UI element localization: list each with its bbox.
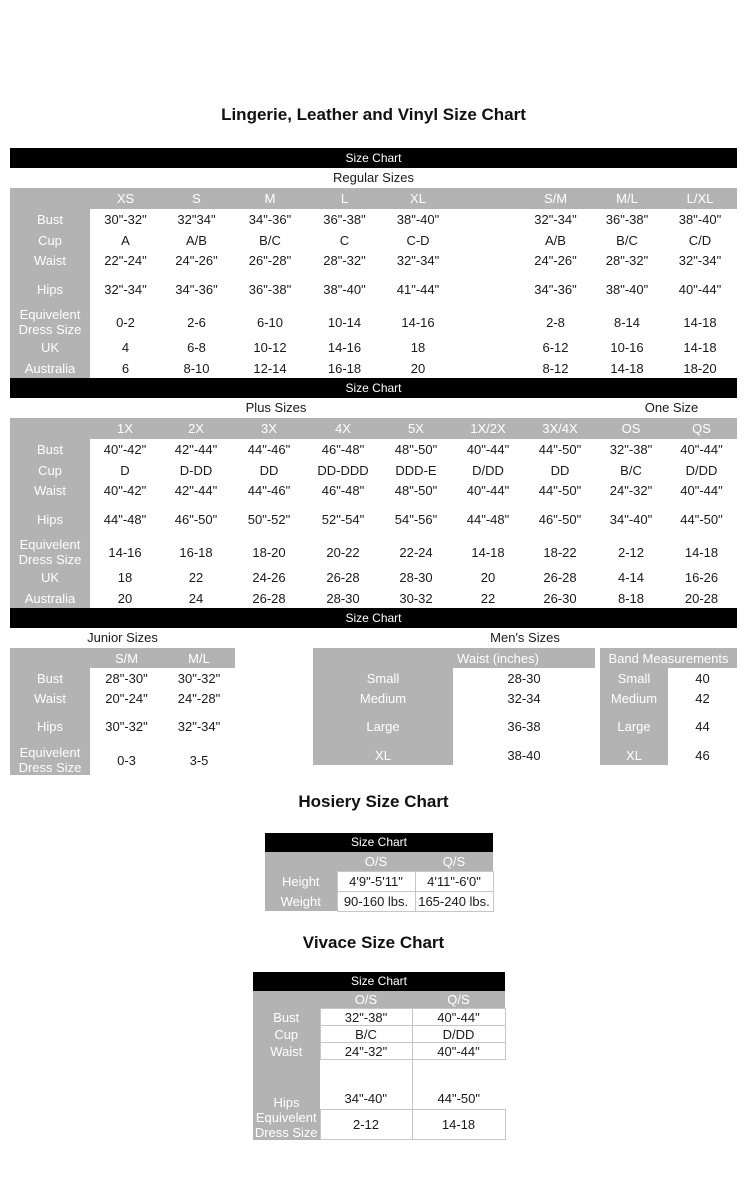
- size-cell: 20-22: [306, 537, 380, 567]
- size-cell: 38"-40": [663, 209, 737, 230]
- size-cell: 26-28: [306, 567, 380, 588]
- table-row: [10, 250, 737, 271]
- size-cell: 28-30: [380, 567, 452, 588]
- table-row: [313, 688, 595, 708]
- size-chart-bar: Size Chart: [10, 608, 737, 628]
- column-header: L/XL: [663, 188, 737, 209]
- column-header: M/L: [163, 648, 235, 668]
- size-cell: 3-5: [163, 745, 235, 775]
- spacer-cell: [455, 250, 520, 271]
- table-row: [10, 358, 737, 378]
- table-row: [253, 1026, 505, 1043]
- table-row: [313, 708, 595, 745]
- size-cell: 16-18: [160, 537, 232, 567]
- size-cell: D: [90, 460, 160, 480]
- size-cell: 18-20: [663, 358, 737, 378]
- column-header: S: [161, 188, 232, 209]
- size-cell: 30-32: [380, 588, 452, 608]
- vivace-section: [253, 972, 505, 1141]
- size-cell: 4'9"-5'11": [337, 871, 415, 891]
- row-label: Australia: [10, 358, 90, 378]
- column-header: 3X: [232, 418, 306, 439]
- size-cell: D/DD: [452, 460, 524, 480]
- size-cell: 6-10: [232, 307, 308, 337]
- size-cell: 46: [668, 745, 737, 765]
- size-cell: 38"-40": [381, 209, 455, 230]
- size-cell: 14-18: [663, 307, 737, 337]
- row-label: Cup: [10, 230, 90, 250]
- column-header-row: [10, 188, 737, 209]
- mens-band-table: [600, 648, 737, 765]
- table-row: [10, 688, 235, 708]
- size-cell: 32"-34": [163, 708, 235, 745]
- size-cell: 40"-44": [452, 480, 524, 501]
- size-cell: 32"-34": [381, 250, 455, 271]
- size-cell: 34"-40": [596, 501, 666, 537]
- row-label: UK: [10, 337, 90, 358]
- column-header: M: [232, 188, 308, 209]
- row-label: Small: [313, 668, 453, 688]
- row-label: Equivelent Dress Size: [10, 537, 90, 567]
- size-cell: 6: [90, 358, 161, 378]
- size-cell: 42"-44": [160, 480, 232, 501]
- size-cell: 26-28: [232, 588, 306, 608]
- size-cell: 20: [90, 588, 160, 608]
- size-cell: 50"-52": [232, 501, 306, 537]
- table-row: [10, 588, 737, 608]
- size-cell: 28-30: [453, 668, 595, 688]
- size-cell: 26-30: [524, 588, 596, 608]
- mens-waist-table: [313, 648, 595, 765]
- size-cell: 32"-34": [520, 209, 591, 230]
- size-cell: 32"34": [161, 209, 232, 230]
- size-cell: 44"-46": [232, 439, 306, 460]
- spacer-cell: [455, 209, 520, 230]
- size-cell: 22: [452, 588, 524, 608]
- column-header: Q/S: [415, 852, 493, 871]
- size-cell: 14-18: [663, 337, 737, 358]
- size-cell: 2-12: [596, 537, 666, 567]
- size-cell: 20: [381, 358, 455, 378]
- size-cell: 44: [668, 708, 737, 745]
- size-cell: C/D: [663, 230, 737, 250]
- row-label: Height: [265, 871, 337, 891]
- size-cell: 36-38: [453, 708, 595, 745]
- size-cell: 40"-44": [452, 439, 524, 460]
- size-cell: 30"-32": [163, 668, 235, 688]
- corner-cell: [265, 852, 337, 871]
- column-header: XS: [90, 188, 161, 209]
- size-cell: 38-40: [453, 745, 595, 765]
- mens-band-header: Band Measurements: [600, 648, 737, 668]
- row-label: Hips: [10, 501, 90, 537]
- size-cell: 24-26: [232, 567, 306, 588]
- size-cell: 2-12: [320, 1110, 412, 1140]
- row-label: Hips: [10, 708, 90, 745]
- size-cell: 52"-54": [306, 501, 380, 537]
- table-row: [265, 871, 493, 891]
- size-cell: 40"-44": [663, 271, 737, 307]
- column-header: 1X: [90, 418, 160, 439]
- size-cell: 14-18: [452, 537, 524, 567]
- row-label: Australia: [10, 588, 90, 608]
- table-row: [10, 668, 235, 688]
- size-cell: 18-22: [524, 537, 596, 567]
- size-cell: C: [308, 230, 381, 250]
- table-row: [10, 460, 737, 480]
- column-header: OS: [596, 418, 666, 439]
- row-label: Bust: [10, 668, 90, 688]
- row-label: Small: [600, 668, 668, 688]
- size-cell: DD-DDD: [306, 460, 380, 480]
- row-label: XL: [313, 745, 453, 765]
- size-cell: 0-3: [90, 745, 163, 775]
- row-label: Waist: [10, 480, 90, 501]
- size-cell: 40"-44": [666, 480, 737, 501]
- row-label: Large: [600, 708, 668, 745]
- size-cell: 26-28: [524, 567, 596, 588]
- size-cell: 14-16: [308, 337, 381, 358]
- size-cell: 32"-34": [90, 271, 161, 307]
- row-label: Waist: [10, 688, 90, 708]
- junior-mens-row: [10, 648, 737, 775]
- size-cell: 40"-44": [412, 1043, 505, 1060]
- corner-cell: [10, 188, 90, 209]
- table-row: [10, 480, 737, 501]
- size-cell: A/B: [161, 230, 232, 250]
- size-cell: 24"-32": [596, 480, 666, 501]
- size-cell: 44"-46": [232, 480, 306, 501]
- section-label-mens: Men's Sizes: [490, 630, 560, 645]
- section-label-plus: Plus Sizes: [245, 400, 307, 415]
- table-row: [10, 230, 737, 250]
- size-cell: 36"-38": [308, 209, 381, 230]
- size-cell: 28"-30": [90, 668, 163, 688]
- size-cell: 24"-26": [161, 250, 232, 271]
- size-cell: 32"-38": [320, 1009, 412, 1026]
- size-cell: 10-12: [232, 337, 308, 358]
- column-header-row: [600, 648, 737, 668]
- size-cell: 8-14: [591, 307, 663, 337]
- size-chart-bar: Size Chart: [265, 833, 493, 852]
- size-cell: 38"-40": [308, 271, 381, 307]
- size-cell: 14-16: [381, 307, 455, 337]
- table-row: [313, 668, 595, 688]
- size-cell: 90-160 lbs.: [337, 891, 415, 911]
- size-cell: B/C: [596, 460, 666, 480]
- size-cell: DDD-E: [380, 460, 452, 480]
- size-chart-bar: Size Chart: [10, 378, 737, 398]
- size-cell: 24"-28": [163, 688, 235, 708]
- page-root: [10, 0, 737, 1140]
- size-cell: 4-14: [596, 567, 666, 588]
- size-cell: 16-18: [308, 358, 381, 378]
- table-row: [253, 1009, 505, 1026]
- row-label: Cup: [253, 1026, 320, 1043]
- vivace-title: Vivace Size Chart: [302, 932, 445, 952]
- size-cell: 4'11"-6'0": [415, 871, 493, 891]
- size-cell: 44"-50": [412, 1060, 505, 1110]
- size-cell: 30"-32": [90, 209, 161, 230]
- table-row: [10, 439, 737, 460]
- size-cell: 10-14: [308, 307, 381, 337]
- spacer-cell: [455, 307, 520, 337]
- size-cell: 22-24: [380, 537, 452, 567]
- size-cell: 34"-36": [232, 209, 308, 230]
- size-cell: 16-26: [666, 567, 737, 588]
- row-label: Bust: [10, 209, 90, 230]
- size-cell: 24: [160, 588, 232, 608]
- size-cell: DD: [232, 460, 306, 480]
- column-header-row: [253, 991, 505, 1009]
- size-chart-bar: Size Chart: [10, 148, 737, 168]
- column-header: 4X: [306, 418, 380, 439]
- column-header: 2X: [160, 418, 232, 439]
- table-row: [10, 745, 235, 775]
- table-row: [313, 745, 595, 765]
- size-cell: B/C: [232, 230, 308, 250]
- column-header: XL: [381, 188, 455, 209]
- size-cell: 2-8: [520, 307, 591, 337]
- size-cell: 40: [668, 668, 737, 688]
- size-cell: D/DD: [412, 1026, 505, 1043]
- size-cell: 4: [90, 337, 161, 358]
- size-cell: 28-30: [306, 588, 380, 608]
- size-cell: 8-12: [520, 358, 591, 378]
- row-label: Bust: [10, 439, 90, 460]
- table-row: [253, 1110, 505, 1140]
- row-label: Waist: [253, 1043, 320, 1060]
- size-cell: 44"-48": [90, 501, 160, 537]
- size-cell: 28"-32": [308, 250, 381, 271]
- size-cell: 40"-44": [666, 439, 737, 460]
- size-chart-bar: Size Chart: [253, 972, 505, 991]
- table-row: [600, 668, 737, 688]
- size-cell: 44"-48": [452, 501, 524, 537]
- size-cell: 54"-56": [380, 501, 452, 537]
- column-header-row: [10, 418, 737, 439]
- size-cell: 18: [90, 567, 160, 588]
- column-header: 5X: [380, 418, 452, 439]
- column-header: L: [308, 188, 381, 209]
- column-header-row: [265, 852, 493, 871]
- size-cell: 14-18: [666, 537, 737, 567]
- column-header: S/M: [520, 188, 591, 209]
- table-row: [10, 337, 737, 358]
- row-label: Hips: [10, 271, 90, 307]
- column-header-row: [10, 648, 235, 668]
- table-row: [10, 567, 737, 588]
- hosiery-title: Hosiery Size Chart: [298, 792, 449, 811]
- size-cell: 42: [668, 688, 737, 708]
- column-header-row: [313, 648, 595, 668]
- column-header: O/S: [320, 991, 412, 1009]
- size-cell: 48"-50": [380, 439, 452, 460]
- size-cell: 0-2: [90, 307, 161, 337]
- row-label: Equivelent Dress Size: [10, 745, 90, 775]
- size-cell: B/C: [320, 1026, 412, 1043]
- column-header: Q/S: [412, 991, 505, 1009]
- size-cell: 24"-32": [320, 1043, 412, 1060]
- corner-cell: [253, 991, 320, 1009]
- size-cell: 32"-38": [596, 439, 666, 460]
- size-cell: 14-16: [90, 537, 160, 567]
- table-row: [10, 537, 737, 567]
- size-cell: 40"-42": [90, 480, 160, 501]
- column-header: S/M: [90, 648, 163, 668]
- table-row: [10, 307, 737, 337]
- size-cell: C-D: [381, 230, 455, 250]
- spacer-cell: [455, 271, 520, 307]
- size-cell: 18: [381, 337, 455, 358]
- size-cell: 22"-24": [90, 250, 161, 271]
- size-cell: 36"-38": [232, 271, 308, 307]
- corner-cell: [10, 648, 90, 668]
- size-cell: 42"-44": [160, 439, 232, 460]
- regular-sizes-table: [10, 188, 737, 378]
- spacer-column-header: [455, 188, 520, 209]
- size-cell: 32-34: [453, 688, 595, 708]
- table-row: [10, 271, 737, 307]
- row-label: Equivelent Dress Size: [10, 307, 90, 337]
- size-cell: 10-16: [591, 337, 663, 358]
- size-cell: 24"-26": [520, 250, 591, 271]
- table-row: [10, 708, 235, 745]
- section-label-one-size: One Size: [644, 400, 699, 415]
- column-header: M/L: [591, 188, 663, 209]
- section-label-regular: Regular Sizes: [333, 170, 414, 185]
- column-header: O/S: [337, 852, 415, 871]
- plus-sizes-table: [10, 418, 737, 608]
- size-cell: A: [90, 230, 161, 250]
- size-cell: 20-28: [666, 588, 737, 608]
- column-header: 3X/4X: [524, 418, 596, 439]
- table-row: [600, 708, 737, 745]
- size-cell: 46"-50": [524, 501, 596, 537]
- size-cell: A/B: [520, 230, 591, 250]
- table-row: [600, 745, 737, 765]
- size-cell: 32"-34": [663, 250, 737, 271]
- row-label: Medium: [313, 688, 453, 708]
- spacer-cell: [455, 358, 520, 378]
- mens-waist-header: Waist (inches): [313, 648, 595, 668]
- size-cell: 8-18: [596, 588, 666, 608]
- size-cell: 44"-50": [524, 480, 596, 501]
- size-cell: 40"-42": [90, 439, 160, 460]
- row-label: Hips: [253, 1060, 320, 1110]
- spacer-cell: [455, 230, 520, 250]
- row-label: Equivelent Dress Size: [253, 1110, 320, 1140]
- size-cell: 12-14: [232, 358, 308, 378]
- size-cell: 6-12: [520, 337, 591, 358]
- table-row: [600, 688, 737, 708]
- size-cell: 26"-28": [232, 250, 308, 271]
- section-label-row: [10, 628, 737, 648]
- main-title: Lingerie, Leather and Vinyl Size Chart: [221, 105, 526, 124]
- size-cell: 46"-50": [160, 501, 232, 537]
- row-label: Weight: [265, 891, 337, 911]
- hosiery-table: [265, 852, 494, 912]
- row-label: XL: [600, 745, 668, 765]
- size-cell: 28"-32": [591, 250, 663, 271]
- column-header: QS: [666, 418, 737, 439]
- table-row: [253, 1060, 505, 1110]
- table-row: [10, 501, 737, 537]
- size-cell: 46"-48": [306, 480, 380, 501]
- junior-sizes-table: [10, 648, 235, 775]
- row-label: Medium: [600, 688, 668, 708]
- row-label: UK: [10, 567, 90, 588]
- size-cell: D-DD: [160, 460, 232, 480]
- row-label: Waist: [10, 250, 90, 271]
- size-cell: 34"-36": [161, 271, 232, 307]
- size-cell: D/DD: [666, 460, 737, 480]
- size-cell: 30"-32": [90, 708, 163, 745]
- size-cell: 8-10: [161, 358, 232, 378]
- row-label: Bust: [253, 1009, 320, 1026]
- table-row: [10, 209, 737, 230]
- vivace-table: [253, 991, 506, 1141]
- size-cell: B/C: [591, 230, 663, 250]
- size-cell: 34"-36": [520, 271, 591, 307]
- size-cell: 36"-38": [591, 209, 663, 230]
- size-cell: 2-6: [161, 307, 232, 337]
- row-label: Cup: [10, 460, 90, 480]
- section-label-row: [10, 398, 737, 418]
- table-row: [253, 1043, 505, 1060]
- size-cell: 6-8: [161, 337, 232, 358]
- row-label: Large: [313, 708, 453, 745]
- size-cell: 20: [452, 567, 524, 588]
- column-header: 1X/2X: [452, 418, 524, 439]
- size-cell: 48"-50": [380, 480, 452, 501]
- size-cell: 18-20: [232, 537, 306, 567]
- size-cell: 22: [160, 567, 232, 588]
- spacer-cell: [455, 337, 520, 358]
- section-label-junior: Junior Sizes: [87, 630, 158, 645]
- corner-cell: [10, 418, 90, 439]
- size-cell: 20"-24": [90, 688, 163, 708]
- table-row: [265, 891, 493, 911]
- size-cell: 44"-50": [524, 439, 596, 460]
- size-cell: 46"-48": [306, 439, 380, 460]
- size-cell: DD: [524, 460, 596, 480]
- size-cell: 44"-50": [666, 501, 737, 537]
- hosiery-section: [265, 833, 493, 912]
- size-cell: 41"-44": [381, 271, 455, 307]
- size-cell: 165-240 lbs.: [415, 891, 493, 911]
- size-cell: 40"-44": [412, 1009, 505, 1026]
- size-cell: 14-18: [412, 1110, 505, 1140]
- size-cell: 38"-40": [591, 271, 663, 307]
- size-cell: 34"-40": [320, 1060, 412, 1110]
- size-cell: 14-18: [591, 358, 663, 378]
